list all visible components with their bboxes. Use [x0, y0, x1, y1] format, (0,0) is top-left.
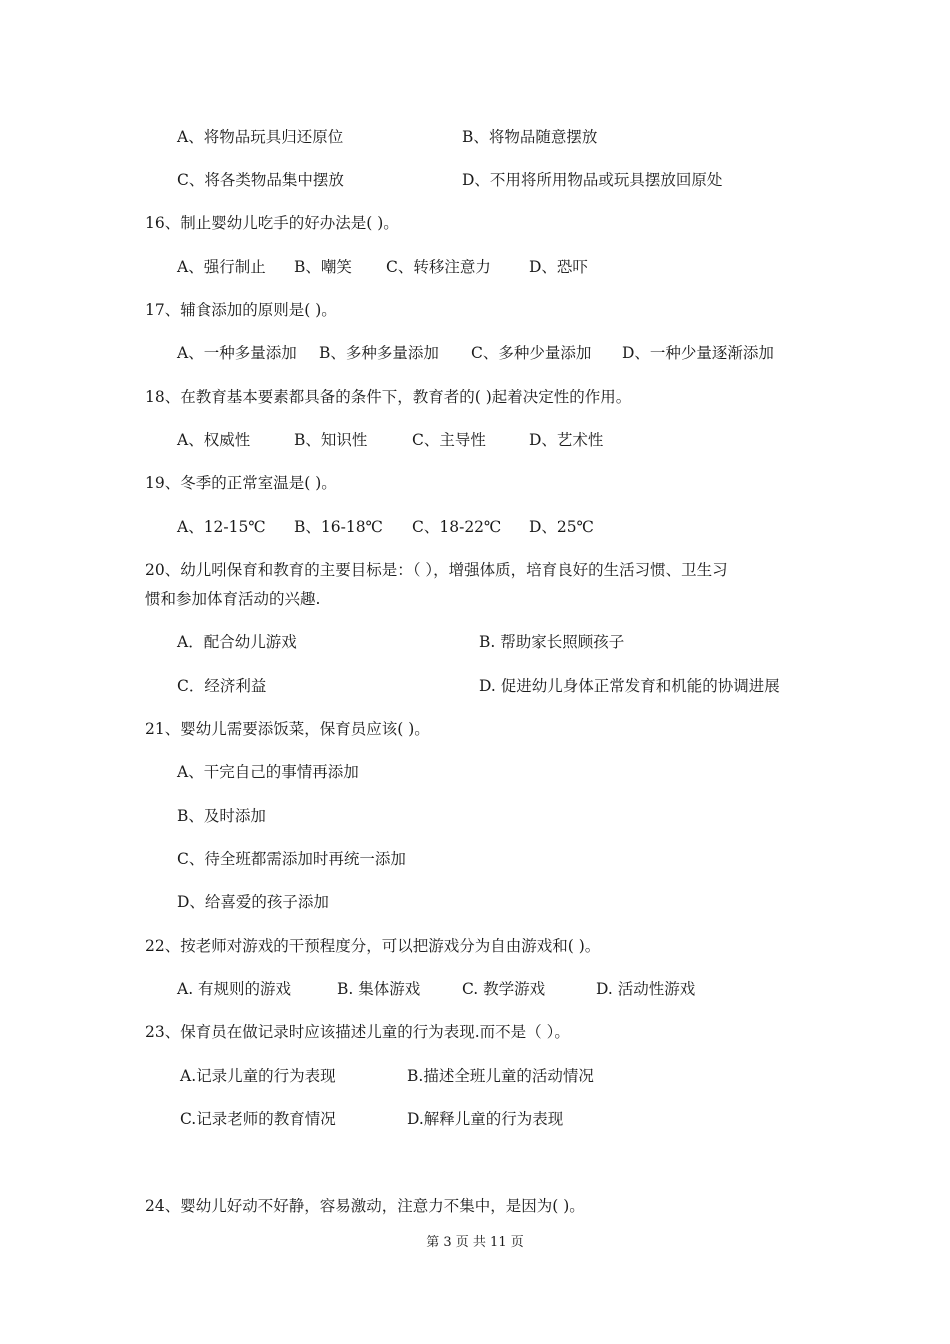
- page-number-footer: 第 3 页 共 11 页: [426, 1235, 524, 1250]
- q20-option-b: B. 帮助家长照顾孩子: [479, 633, 625, 651]
- q16-option-b: B、嘲笑: [294, 258, 352, 276]
- q19-stem: 19、冬季的正常室温是( )。: [145, 474, 337, 492]
- q17-option-b: B、多种多量添加: [319, 344, 439, 362]
- q20-stem-line2: 惯和参加体育活动的兴趣.: [145, 590, 321, 608]
- q15-option-d: D、不用将所用物品或玩具摆放回原处: [462, 171, 723, 189]
- q21-option-a: A、干完自己的事情再添加: [177, 763, 359, 781]
- q21-stem: 21、婴幼儿需要添饭菜，保育员应该( )。: [145, 720, 430, 738]
- q17-option-a: A、一种多量添加: [177, 344, 297, 362]
- q22-option-d: D. 活动性游戏: [596, 980, 696, 998]
- q17-option-c: C、多种少量添加: [471, 344, 592, 362]
- q18-option-c: C、主导性: [412, 431, 486, 449]
- q19-option-d: D、25℃: [529, 518, 594, 536]
- q20-option-c: C．经济利益: [177, 677, 267, 695]
- q22-stem: 22、按老师对游戏的干预程度分，可以把游戏分为自由游戏和( )。: [145, 937, 601, 955]
- q21-option-b: B、及时添加: [177, 807, 266, 825]
- q15-option-b: B、将物品随意摆放: [462, 128, 598, 146]
- q21-option-d: D、给喜爱的孩子添加: [177, 893, 329, 911]
- q18-option-b: B、知识性: [294, 431, 368, 449]
- q17-stem: 17、辅食添加的原则是( )。: [145, 301, 337, 319]
- q18-option-d: D、艺术性: [529, 431, 604, 449]
- q16-option-c: C、转移注意力: [386, 258, 491, 276]
- q22-option-a: A. 有规则的游戏: [177, 980, 292, 998]
- q17-option-d: D、一种少量逐渐添加: [622, 344, 774, 362]
- q19-option-c: C、18-22℃: [412, 518, 502, 536]
- q23-option-c: C.记录老师的教育情况: [180, 1110, 336, 1128]
- q22-option-b: B. 集体游戏: [337, 980, 421, 998]
- q24-stem: 24、婴幼儿好动不好静，容易激动，注意力不集中，是因为( )。: [145, 1197, 585, 1215]
- q19-option-b: B、16-18℃: [294, 518, 383, 536]
- q16-option-a: A、强行制止: [177, 258, 266, 276]
- q23-stem: 23、保育员在做记录时应该描述儿童的行为表现.而不是（ ）。: [145, 1023, 570, 1041]
- q16-option-d: D、恐吓: [529, 258, 588, 276]
- q22-option-c: C. 教学游戏: [462, 980, 546, 998]
- q18-stem: 18、在教育基本要素都具备的条件下，教育者的( )起着决定性的作用。: [145, 388, 632, 406]
- q20-option-d: D. 促进幼儿身体正常发育和机能的协调进展: [479, 677, 780, 695]
- q19-option-a: A、12-15℃: [177, 518, 266, 536]
- q20-stem-line1: 20、幼儿吲保育和教育的主要目标是：（ ），增强体质，培育良好的生活习惯、卫生习: [145, 561, 728, 579]
- q15-option-c: C、将各类物品集中摆放: [177, 171, 344, 189]
- q16-stem: 16、制止婴幼儿吃手的好办法是( )。: [145, 214, 399, 232]
- q23-option-d: D.解释儿童的行为表现: [407, 1110, 564, 1128]
- q18-option-a: A、权威性: [177, 431, 251, 449]
- q23-option-b: B.描述全班儿童的活动情况: [407, 1067, 594, 1085]
- q15-option-a: A、将物品玩具归还原位: [177, 128, 344, 146]
- q23-option-a: A.记录儿童的行为表现: [180, 1067, 336, 1085]
- q21-option-c: C、待全班都需添加时再统一添加: [177, 850, 406, 868]
- q20-option-a: A．配合幼儿游戏: [177, 633, 297, 651]
